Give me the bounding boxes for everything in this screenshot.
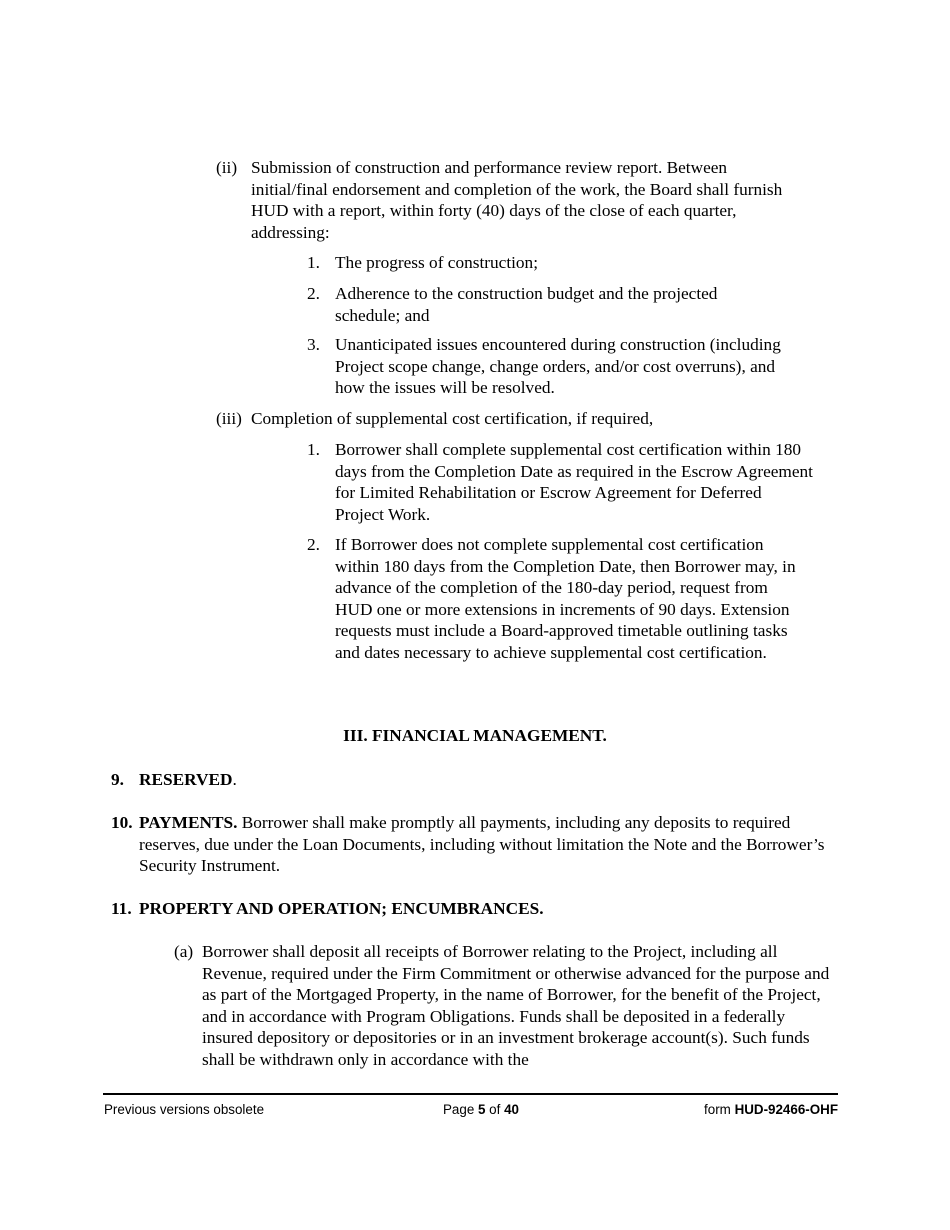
section-11-item-a-label: (a): [174, 942, 194, 961]
item-ii-text: Submission of construction and performance review report. Between initial/final endorsement and completion of the work, the Board shall furnish HUD with a report, within forty (40) days of the close of each quarter, addressing:: [251, 158, 783, 242]
item-iii-sub-1-num: 1.: [307, 440, 320, 459]
section-9-number: 9.: [111, 770, 124, 789]
footer-page-prefix: Page: [443, 1102, 478, 1117]
item-ii-sub-3-num: 3.: [307, 335, 320, 354]
item-ii-sub-1-text: The progress of construction;: [335, 253, 539, 272]
footer-page-of: of: [485, 1102, 505, 1117]
section-11-number: 11.: [111, 899, 132, 918]
section-11-title: PROPERTY AND OPERATION; ENCUMBRANCES.: [139, 899, 544, 918]
section-10-number: 10.: [111, 813, 133, 832]
item-ii-sub-1-num: 1.: [307, 253, 320, 272]
footer-page-number: [443, 1101, 519, 1118]
section-9-trail: .: [232, 770, 237, 789]
section-heading-financial-management: III. FINANCIAL MANAGEMENT.: [343, 726, 607, 745]
section-9-title: RESERVED: [139, 770, 233, 789]
item-iii-sub-1-text: Borrower shall complete supplemental cost certification within 180 days from the Completion Date as required in the Escrow Agreement for Limited Rehabilitation or Escrow Agreement for Deferred Project Work.: [335, 440, 813, 524]
footer-obsolete-note: Previous versions obsolete: [104, 1102, 265, 1117]
footer-rule: [103, 1093, 838, 1095]
item-iii-label: (iii): [216, 409, 242, 428]
item-ii-sub-2-num: 2.: [307, 284, 320, 303]
item-ii-sub-2-text: Adherence to the construction budget and the projected schedule; and: [335, 284, 718, 325]
footer-page-total: 40: [504, 1102, 519, 1117]
section-11-item-a-text: Borrower shall deposit all receipts of Borrower relating to the Project, including all Revenue, required under the Firm Commitment or otherwise advanced for the purpose and as part of the Mortgaged Property, in the name of Borrower, for the benefit of the Project, and in accordance with Program Obligations. Funds shall be deposited in a federally insured depository or depositories or in an investment brokerage account(s). Such funds shall be withdrawn only in accordance with the: [202, 942, 830, 1069]
footer-form-number: HUD-92466-OHF: [734, 1102, 838, 1117]
item-ii-sub-3-text: Unanticipated issues encountered during construction (including Project scope change, change orders, and/or cost overruns), and how the issues will be resolved.: [335, 335, 781, 398]
item-ii-label: (ii): [216, 158, 238, 177]
section-10-title: PAYMENTS.: [139, 813, 238, 832]
footer-form-id: [704, 1101, 838, 1118]
footer-page-current: 5: [478, 1102, 486, 1117]
item-iii-text: Completion of supplemental cost certification, if required,: [251, 409, 654, 428]
footer-form-prefix: form: [704, 1102, 735, 1117]
section-10-text: Borrower shall make promptly all payments, including any deposits to required reserves, due under the Loan Documents, including without limitation the Note and the Borrower’s Security Instrument.: [139, 813, 825, 876]
item-iii-sub-2-text: If Borrower does not complete supplemental cost certification within 180 days from the Completion Date, then Borrower may, in advance of the completion of the 180-day period, request from HUD one or more extensions in increments of 90 days. Extension requests must include a Board-approved timetable outlining tasks and dates necessary to achieve supplemental cost certification.: [335, 535, 796, 662]
item-iii-sub-2-num: 2.: [307, 535, 320, 554]
